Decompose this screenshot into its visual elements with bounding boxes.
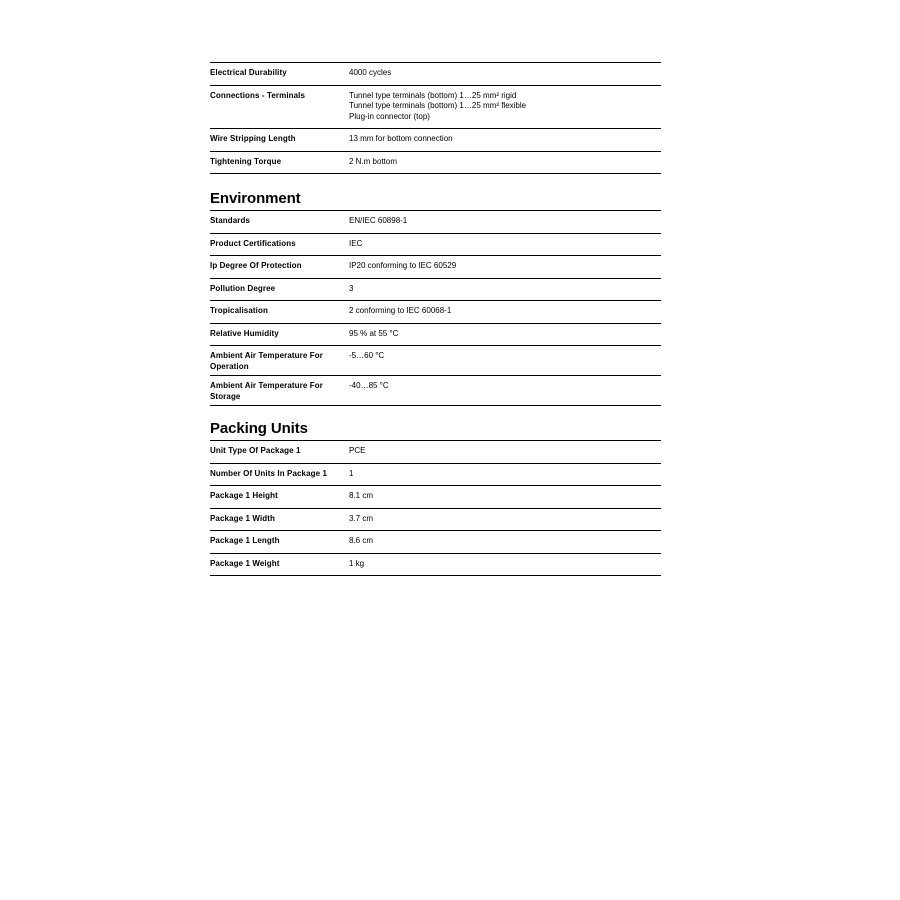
spec-value — [349, 301, 661, 324]
spec-key: Tropicalisation — [210, 301, 349, 324]
spec-key: Ambient Air Temperature For Operation — [210, 346, 349, 376]
table-row — [210, 463, 661, 486]
spec-value-line: 13 mm for bottom connection — [349, 134, 453, 143]
spec-value-line: 4000 cycles — [349, 68, 392, 77]
spec-value — [349, 486, 661, 509]
spec-value-line: -40…85 °C — [349, 381, 389, 390]
table-row — [210, 441, 661, 464]
spec-value-line: Tunnel type terminals (bottom) 1…25 mm² flexible — [349, 101, 527, 110]
spec-value — [349, 553, 661, 576]
spec-value — [349, 256, 661, 279]
spec-value — [349, 151, 661, 174]
spec-value-line: 1 — [349, 468, 354, 478]
spec-key: Package 1 Width — [210, 508, 349, 531]
table-row — [210, 323, 661, 346]
table-row — [210, 278, 661, 301]
spec-key: Pollution Degree — [210, 278, 349, 301]
table-row — [210, 553, 661, 576]
spec-value — [349, 85, 661, 129]
spec-value — [349, 376, 661, 406]
spec-key: Tightening Torque — [210, 151, 349, 174]
spec-value-line: 2 conforming to IEC 60068-1 — [349, 306, 452, 315]
spec-value-line: 8.1 cm — [349, 491, 374, 500]
spec-value-line: IEC — [349, 238, 363, 248]
spec-value — [349, 463, 661, 486]
table-row — [210, 233, 661, 256]
spec-key: Package 1 Length — [210, 531, 349, 554]
spec-value-line: 3 — [349, 283, 354, 293]
spec-value — [349, 346, 661, 376]
spec-key: Unit Type Of Package 1 — [210, 441, 349, 464]
spec-sheet — [210, 62, 661, 576]
spec-value — [349, 323, 661, 346]
spec-value-line: 95 % at 55 °C — [349, 328, 399, 338]
section-title-environment: Environment — [210, 190, 301, 207]
spec-value — [349, 233, 661, 256]
spec-key: Package 1 Height — [210, 486, 349, 509]
spec-value-line: 2 N.m bottom — [349, 156, 398, 166]
spec-key: Wire Stripping Length — [210, 129, 349, 152]
spec-value-line: EN/IEC 60898-1 — [349, 216, 408, 225]
spec-value — [349, 63, 661, 86]
spec-value-line: 3.7 cm — [349, 513, 374, 523]
spec-key: Product Certifications — [210, 233, 349, 256]
table-row — [210, 376, 661, 406]
table-row — [210, 346, 661, 376]
spec-key: Package 1 Weight — [210, 553, 349, 576]
spec-value-line: -5…60 °C — [349, 351, 385, 360]
table-row — [210, 508, 661, 531]
spec-value-line: PCE — [349, 446, 366, 455]
spec-value-line: Plug-in connector (top) — [349, 111, 430, 121]
spec-value — [349, 508, 661, 531]
spec-key: Standards — [210, 211, 349, 234]
spec-value-line: 1 kg — [349, 558, 365, 568]
table-row — [210, 85, 661, 129]
spec-key: Relative Humidity — [210, 323, 349, 346]
spec-table-general — [210, 62, 661, 174]
spec-value-line: 8.6 cm — [349, 536, 374, 545]
spec-key: Ip Degree Of Protection — [210, 256, 349, 279]
spec-value — [349, 278, 661, 301]
table-row — [210, 256, 661, 279]
spec-value — [349, 129, 661, 152]
table-row — [210, 301, 661, 324]
spec-key: Connections - Terminals — [210, 85, 349, 129]
spec-key: Electrical Durability — [210, 63, 349, 86]
table-row — [210, 151, 661, 174]
spec-key: Number Of Units In Package 1 — [210, 463, 349, 486]
spec-table-environment — [210, 210, 661, 406]
spec-value — [349, 211, 661, 234]
table-row — [210, 531, 661, 554]
spec-value-line: IP20 conforming to IEC 60529 — [349, 261, 457, 270]
table-row — [210, 486, 661, 509]
spec-value — [349, 441, 661, 464]
section-title-packing-units: Packing Units — [210, 420, 308, 437]
spec-key: Ambient Air Temperature For Storage — [210, 376, 349, 406]
table-row — [210, 211, 661, 234]
spec-value — [349, 531, 661, 554]
spec-table-packing-units — [210, 440, 661, 576]
spec-value-line: Tunnel type terminals (bottom) 1…25 mm² rigid — [349, 90, 517, 100]
table-row — [210, 129, 661, 152]
table-row — [210, 63, 661, 86]
